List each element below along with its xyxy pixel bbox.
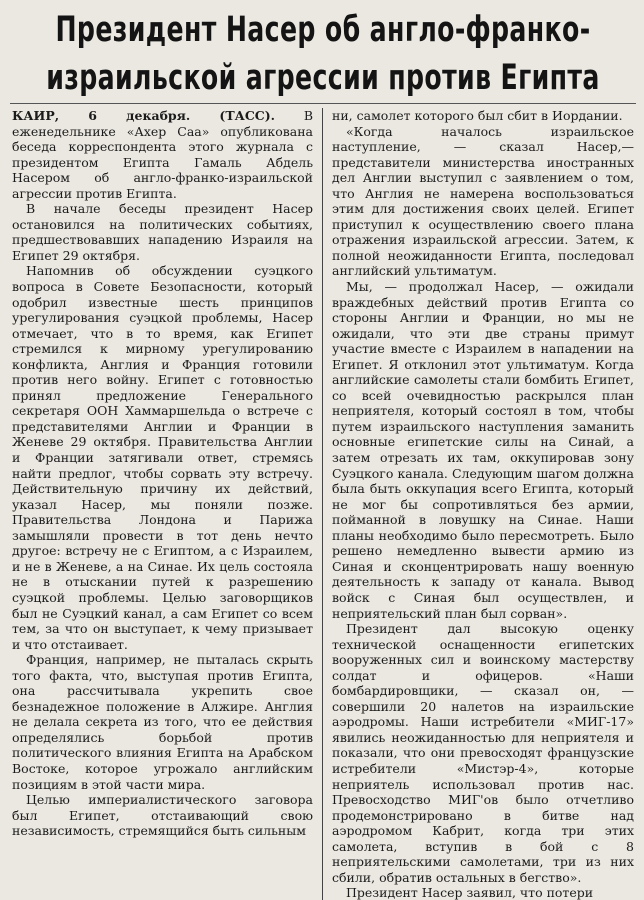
article-paragraph: Напомнив об обсуждении суэцкого вопроса в Совете Безопасности, который одобрил известные шесть принципов урегулирования суэцкой проблемы, Насер отмечает, что в то время, как Египет стремился к мирному урегулированию конфликта, Англия и Франция готовили против него войну. Египет с готовностью принял предложение Генерального секретаря ООН Хаммаршельда о встрече с представителями Англии и Франции в Женеве 29 октября. Правительства Англии и Франции затягивали ответ, стремясь найти предлог, чтобы сорвать эту встречу. Действительную причину их действий, указал Насер, мы поняли позже. Правительства Лондона и Парижа замышляли провести в тот день нечто другое: встречу не с Египтом, а с Израилем, и не в Женеве, а на Синае. Их цель состояла не в отыскании путей к разрешению суэцкой проблемы. Целью заговорщиков был не Суэцкий канал, а сам Египет со всем тем, за что он выступает, к чему призывает и что отстаивает.	[12, 263, 313, 652]
article-paragraph: Целью империалистического заговора был Египет, отстаивающий свою независимость, стремящийся быть сильным	[12, 792, 313, 839]
article-paragraph: «Когда началось израильское наступление, — сказал Насер,— представители министерства иностранных дел Англии выступил с заявлением о том, что Англия не намерена воспользоваться этим для достижения своих целей. Египет приступил к осуществлению своего плана отражения израильской агрессии. Затем, к полной неожиданности Египта, последовал английский ультиматум.	[332, 123, 634, 279]
headline-divider	[10, 103, 636, 104]
article-body	[12, 108, 634, 900]
headline-line-2: израильской агрессии против Египта	[46, 58, 600, 98]
article-paragraph	[12, 108, 313, 201]
article-paragraph: Президент Насер заявил, что потери	[346, 885, 594, 900]
dateline: КАИР, 6 декабря. (ТАСС).	[12, 108, 275, 123]
article-paragraph: Президент дал высокую оценку технической оснащенности египетских вооруженных сил и воинскому мастерству солдат и офицеров. «Наши бомбардировщики, — сказал он, — совершили 20 налетов на израильские аэродромы. Наши истребители «МИГ-17» явились неожиданностью для неприятеля и показали, что они превосходят французские истребители «Мистэр-4», которые неприятель использовал против нас. Превосходство МИГ'ов было отчетливо продемонстрировано в битве над аэродромом Кабрит, когда три этих самолета, вступив в бой с 8 неприятельскими самолетами, три из них сбили, обратив остальных в бегство».	[332, 621, 634, 885]
article-column-left	[12, 108, 323, 900]
article-paragraph: Мы, — продолжал Насер, — ожидали враждебных действий против Египта со стороны Англии и Франции, но мы не ожидали, что эти две страны примут участие вместе с Израилем в нападении на Египет. Я отклонил этот ультиматум. Когда английские самолеты стали бомбить Египет, со всей очевидностью раскрылся план неприятеля, который состоял в том, чтобы путем израильского наступления заманить основные египетские силы на Синай, а затем отрезать их там, оккупировав зону Суэцкого канала. Следующим шагом должна была быть оккупация всего Египта, который не мог бы сопротивляться без армии, пойманной в ловушку на Синае. Наши планы необходимо было пересмотреть. Было решено немедленно вывести армию из Синая и сконцентрировать нашу военную деятельность к западу от канала. Вывод войск с Синая был осуществлен, и неприятельский план был сорван».	[332, 279, 634, 621]
headline	[33, 6, 613, 102]
lead-text: В еженедельнике «Ахер Саа» опубликована беседа корреспондента этого журнала с президентом Египта Гамаль Абдель Насером об англо-франко-израильской агрессии против Египта.	[12, 108, 313, 201]
article-paragraph: ни, самолет которого был сбит в Иордании.	[332, 108, 623, 123]
article-paragraph: В начале беседы президент Насер остановился на политических событиях, предшествовавших нападению Израиля на Египет 29 октября.	[12, 201, 313, 263]
article-column-right	[323, 108, 634, 900]
article-paragraph: Франция, например, не пыталась скрыть того факта, что, выступая против Египта, она рассчитывала укрепить свое безнадежное положение в Алжире. Англия не делала секрета из того, что ее действия определялись борьбой против политического влияния Египта на Арабском Востоке, которое угрожало английским позициям в этой части мира.	[12, 652, 313, 792]
headline-line-1: Президент Насер об англо-франко-	[55, 10, 591, 50]
